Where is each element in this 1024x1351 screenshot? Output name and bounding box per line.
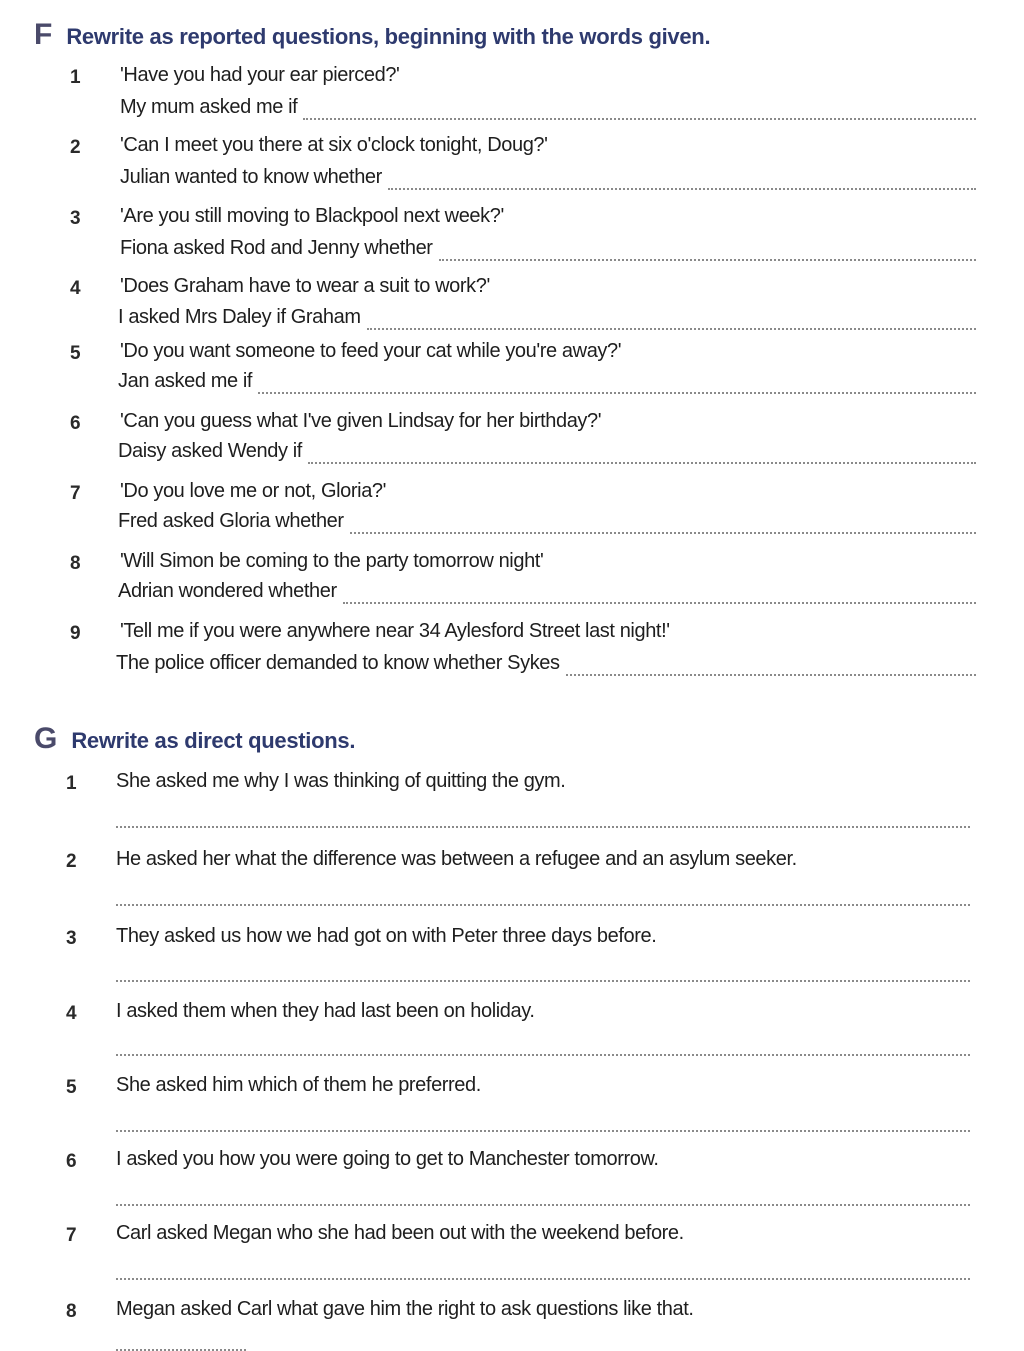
answer-line[interactable] (116, 1130, 970, 1132)
direct-question: 'Can I meet you there at six o'clock tonight, Doug?' (120, 134, 548, 156)
item-number: 1 (66, 773, 77, 794)
item-number: 5 (66, 1077, 77, 1098)
section-f-heading (34, 18, 710, 52)
answer-line[interactable] (116, 1278, 970, 1280)
reported-sentence: They asked us how we had got on with Peter three days before. (116, 925, 657, 947)
direct-question: 'Are you still moving to Blackpool next week?' (120, 205, 504, 227)
section-f-letter: F (34, 18, 53, 51)
direct-question: 'Tell me if you were anywhere near 34 Aylesford Street last night!' (120, 620, 670, 642)
answer-line[interactable] (367, 328, 976, 330)
answer-line[interactable] (350, 532, 976, 534)
item-number: 7 (66, 1225, 77, 1246)
reported-stem: My mum asked me if (120, 96, 298, 118)
answer-line[interactable] (116, 1054, 970, 1056)
item-number: 6 (66, 1151, 77, 1172)
item-number: 4 (70, 278, 81, 299)
item-number: 2 (66, 851, 77, 872)
direct-question: 'Will Simon be coming to the party tomorrow night' (120, 550, 544, 572)
reported-stem: Fiona asked Rod and Jenny whether (120, 237, 433, 259)
reported-sentence: He asked her what the difference was between a refugee and an asylum seeker. (116, 848, 797, 870)
item-number: 5 (70, 343, 81, 364)
reported-sentence: Megan asked Carl what gave him the right to ask questions like that. (116, 1298, 694, 1320)
section-g-instruction: Rewrite as direct questions. (71, 728, 356, 753)
answer-line[interactable] (116, 826, 970, 828)
reported-sentence: She asked him which of them he preferred. (116, 1074, 481, 1096)
item-number: 3 (70, 208, 81, 229)
item-number: 7 (70, 483, 81, 504)
answer-line[interactable] (116, 980, 970, 982)
section-g-letter: G (34, 722, 58, 755)
item-number: 8 (70, 553, 81, 574)
answer-line[interactable] (116, 904, 970, 906)
direct-question: 'Have you had your ear pierced?' (120, 64, 400, 86)
item-number: 1 (70, 67, 81, 88)
direct-question: 'Does Graham have to wear a suit to work?' (120, 275, 490, 297)
section-g-heading (34, 722, 355, 756)
answer-line[interactable] (388, 188, 976, 190)
reported-stem: Jan asked me if (118, 370, 253, 392)
item-number: 3 (66, 928, 77, 949)
answer-line[interactable] (566, 674, 976, 676)
item-number: 9 (70, 623, 81, 644)
item-number: 4 (66, 1003, 77, 1024)
reported-stem: The police officer demanded to know whether Sykes (116, 652, 560, 674)
answer-line[interactable] (439, 259, 976, 261)
reported-sentence: I asked you how you were going to get to Manchester tomorrow. (116, 1148, 659, 1170)
item-number: 6 (70, 413, 81, 434)
answer-line[interactable] (116, 1204, 970, 1206)
reported-sentence: I asked them when they had last been on holiday. (116, 1000, 535, 1022)
answer-line[interactable] (258, 392, 976, 394)
direct-question: 'Do you love me or not, Gloria?' (120, 480, 387, 502)
reported-stem: Daisy asked Wendy if (118, 440, 302, 462)
reported-sentence: She asked me why I was thinking of quitting the gym. (116, 770, 566, 792)
answer-line[interactable] (303, 118, 976, 120)
section-f-instruction: Rewrite as reported questions, beginning with the words given. (66, 24, 711, 49)
reported-stem: Julian wanted to know whether (120, 166, 382, 188)
reported-stem: I asked Mrs Daley if Graham (118, 306, 361, 328)
item-number: 2 (70, 137, 81, 158)
item-number: 8 (66, 1301, 77, 1322)
reported-stem: Adrian wondered whether (118, 580, 337, 602)
reported-sentence: Carl asked Megan who she had been out with the weekend before. (116, 1222, 684, 1244)
answer-line[interactable] (343, 602, 976, 604)
direct-question: 'Can you guess what I've given Lindsay for her birthday?' (120, 410, 602, 432)
answer-line[interactable] (308, 462, 976, 464)
direct-question: 'Do you want someone to feed your cat while you're away?' (120, 340, 622, 362)
reported-stem: Fred asked Gloria whether (118, 510, 344, 532)
